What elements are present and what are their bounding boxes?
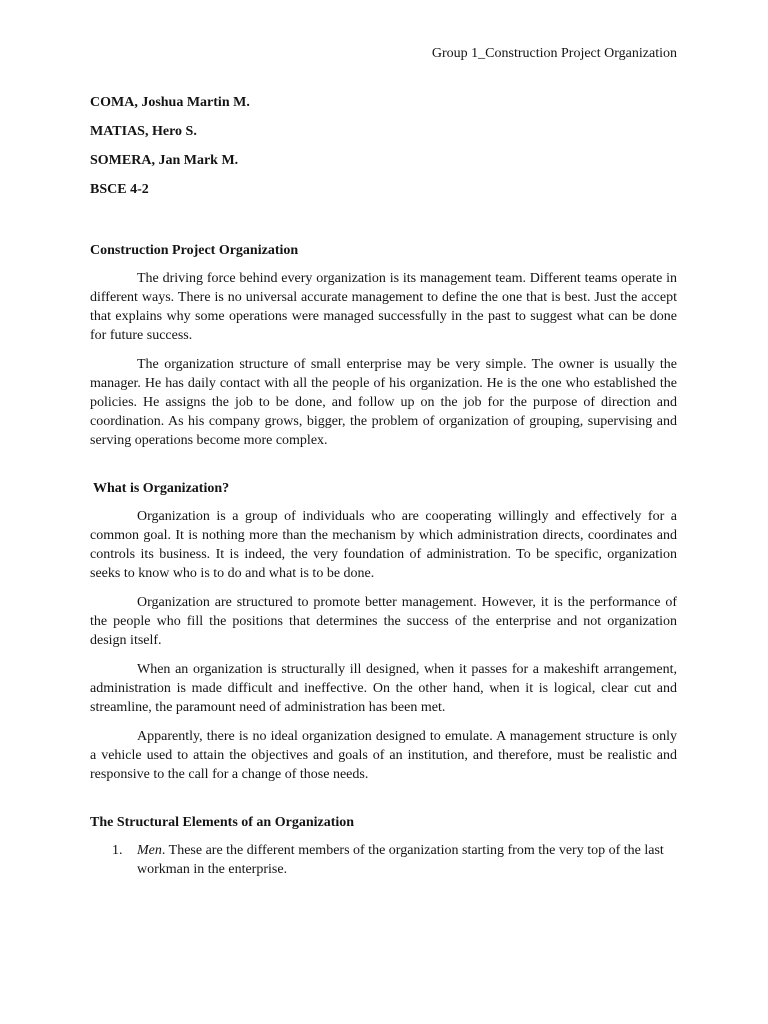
section-heading: The Structural Elements of an Organization [90,815,355,830]
body-paragraph: Organization is a group of individuals who are cooperating willingly and effectively for a common goal. It is nothing more than the mechanism by which administration directs, coordinates and controls its business. It is indeed, the very foundation of administration. To be specific, organization seeks to know who is to do and what is to be done. [90,509,677,581]
section-heading: What is Organization? [93,481,230,496]
list-number: 1. [112,843,123,858]
body-paragraph: When an organization is structurally ill designed, when it passes for a makeshift arrangement, administration is made difficult and ineffective. On the other hand, when it is logical, clear cut and streamline, the paramount need of administration has been met. [90,662,677,715]
section-heading: Construction Project Organization [90,243,299,258]
body-paragraph: Apparently, there is no ideal organization designed to emulate. A management structure is only a vehicle used to attain the objectives and goals of an institution, and therefore, must be realistic and responsive to the call for a change of those needs. [90,729,677,782]
document-body [90,241,677,879]
running-header: Group 1_Construction Project Organization [431,46,677,61]
author-name: COMA, Joshua Martin M. [90,95,250,110]
numbered-list [90,841,677,879]
section-spacer [90,460,677,479]
body-paragraph: The organization structure of small enterprise may be very simple. The owner is usually the manager. He has daily contact with all the people of his organization. He is the one who established the policies. He assigns the job to be done, and follow up on the job for the purpose of direction and coordination. As his company grows, bigger, the problem of organization of grouping, supervising and serving operations become more complex. [90,357,677,448]
class-section: BSCE 4-2 [90,182,149,197]
list-text: . These are the different members of the organization starting from the very top of the last workman in the enterprise. [137,843,664,877]
list-term: Men [137,843,162,858]
author-name: SOMERA, Jan Mark M. [90,153,239,168]
author-name: MATIAS, Hero S. [90,124,197,139]
body-paragraph: Organization are structured to promote better management. However, it is the performance of the people who fill the positions that determines the success of the enterprise and not organization design itself. [90,595,677,648]
author-block [90,93,250,209]
section-spacer [90,794,677,813]
list-item [90,841,677,879]
body-paragraph: The driving force behind every organization is its management team. Different teams operate in different ways. There is no universal accurate management to define the one that is best. Just the accept that explains why some operations were managed successfully in the past to suggest what can be done for future success. [90,271,677,343]
